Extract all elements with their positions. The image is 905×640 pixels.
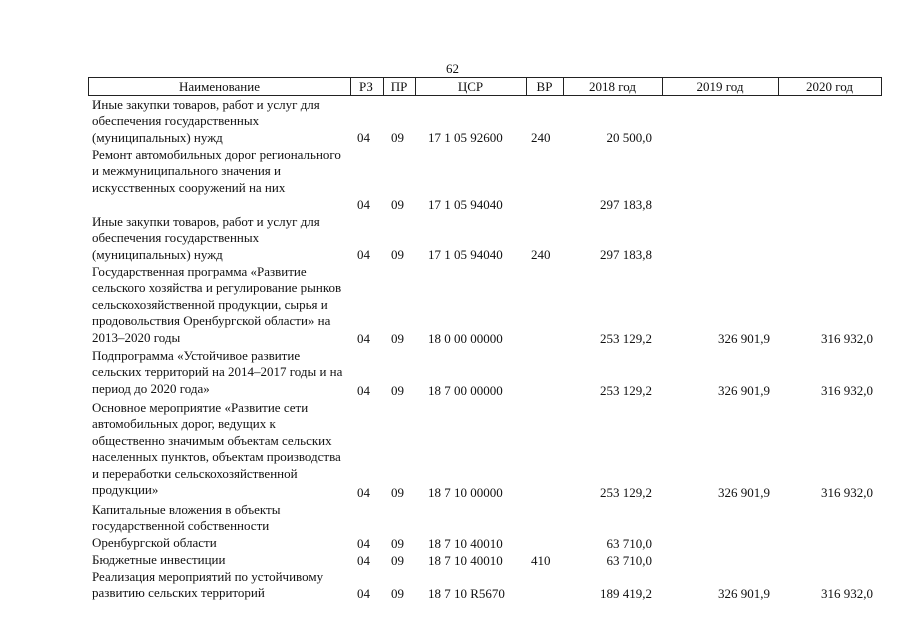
cell-vr: 240 bbox=[531, 247, 551, 262]
row-name: Иные закупки товаров, работ и услуг для обеспечения государственных (муниципальных) нужд bbox=[92, 214, 320, 262]
cell-y2019: 326 901,9 bbox=[718, 383, 770, 398]
cell-rz: 04 bbox=[357, 536, 370, 551]
row-name: Государственная программа «Развитие сельского хозяйства и регулирование рынков сельскохозяйственной продукции, сырья и продовольствия Оренбургской области» на 2013–2020 годы bbox=[92, 264, 342, 345]
cell-rz: 04 bbox=[357, 331, 370, 346]
cell-csr: 18 7 10 R5670 bbox=[428, 586, 505, 601]
row-name: Бюджетные инвестиции bbox=[92, 552, 226, 567]
cell-y2018: 253 129,2 bbox=[600, 331, 652, 346]
cell-csr: 17 1 05 94040 bbox=[428, 197, 503, 212]
cell-csr: 18 7 00 00000 bbox=[428, 383, 503, 398]
row-name: Иные закупки товаров, работ и услуг для обеспечения государственных (муниципальных) нужд bbox=[92, 97, 320, 145]
header-rz: РЗ bbox=[349, 77, 384, 96]
cell-y2018: 297 183,8 bbox=[600, 197, 652, 212]
cell-csr: 17 1 05 92600 bbox=[428, 130, 503, 145]
header-2019: 2019 год bbox=[662, 77, 779, 96]
header-pr: ПР bbox=[383, 77, 416, 96]
cell-y2020: 316 932,0 bbox=[821, 331, 873, 346]
cell-rz: 04 bbox=[357, 247, 370, 262]
cell-pr: 09 bbox=[391, 536, 404, 551]
cell-y2020: 316 932,0 bbox=[821, 383, 873, 398]
header-2018: 2018 год bbox=[563, 77, 663, 96]
row-name: Подпрограмма «Устойчивое развитие сельских территорий на 2014–2017 годы и на период до 2020 года» bbox=[92, 348, 343, 396]
cell-pr: 09 bbox=[391, 586, 404, 601]
row-name: Ремонт автомобильных дорог регионального и межмуниципального значения и искусственных сооружений на них bbox=[92, 147, 341, 195]
cell-rz: 04 bbox=[357, 197, 370, 212]
cell-rz: 04 bbox=[357, 586, 370, 601]
cell-csr: 17 1 05 94040 bbox=[428, 247, 503, 262]
cell-rz: 04 bbox=[357, 553, 370, 568]
cell-csr: 18 7 10 40010 bbox=[428, 536, 503, 551]
cell-y2018: 63 710,0 bbox=[606, 553, 652, 568]
row-name: Основное мероприятие «Развитие сети автомобильных дорог, ведущих к общественно значимым объектам сельских населенных пунктов, объектам производства и переработки сельскохозяйственной продукции» bbox=[92, 400, 341, 498]
header-csr: ЦСР bbox=[415, 77, 527, 96]
cell-y2018: 63 710,0 bbox=[606, 536, 652, 551]
cell-y2019: 326 901,9 bbox=[718, 331, 770, 346]
row-name: Реализация мероприятий по устойчивому развитию сельских территорий bbox=[92, 569, 324, 601]
cell-pr: 09 bbox=[391, 383, 404, 398]
header-name: Наименование bbox=[88, 77, 351, 96]
cell-rz: 04 bbox=[357, 130, 370, 145]
cell-csr: 18 0 00 00000 bbox=[428, 331, 503, 346]
cell-y2018: 189 419,2 bbox=[600, 586, 652, 601]
cell-vr: 240 bbox=[531, 130, 551, 145]
cell-y2018: 253 129,2 bbox=[600, 485, 652, 500]
cell-y2019: 326 901,9 bbox=[718, 586, 770, 601]
cell-pr: 09 bbox=[391, 331, 404, 346]
cell-y2018: 297 183,8 bbox=[600, 247, 652, 262]
header-vr: ВР bbox=[526, 77, 564, 96]
cell-y2018: 253 129,2 bbox=[600, 383, 652, 398]
cell-rz: 04 bbox=[357, 485, 370, 500]
cell-pr: 09 bbox=[391, 197, 404, 212]
cell-csr: 18 7 10 40010 bbox=[428, 553, 503, 568]
page-number: 62 bbox=[446, 61, 459, 76]
cell-y2019: 326 901,9 bbox=[718, 485, 770, 500]
cell-csr: 18 7 10 00000 bbox=[428, 485, 503, 500]
row-name: Капитальные вложения в объекты государственной собственности Оренбургской области bbox=[92, 502, 281, 550]
cell-rz: 04 bbox=[357, 383, 370, 398]
header-2020: 2020 год bbox=[778, 77, 882, 96]
cell-pr: 09 bbox=[391, 247, 404, 262]
cell-y2020: 316 932,0 bbox=[821, 485, 873, 500]
cell-vr: 410 bbox=[531, 553, 551, 568]
cell-pr: 09 bbox=[391, 485, 404, 500]
cell-pr: 09 bbox=[391, 130, 404, 145]
cell-pr: 09 bbox=[391, 553, 404, 568]
cell-y2020: 316 932,0 bbox=[821, 586, 873, 601]
cell-y2018: 20 500,0 bbox=[606, 130, 652, 145]
